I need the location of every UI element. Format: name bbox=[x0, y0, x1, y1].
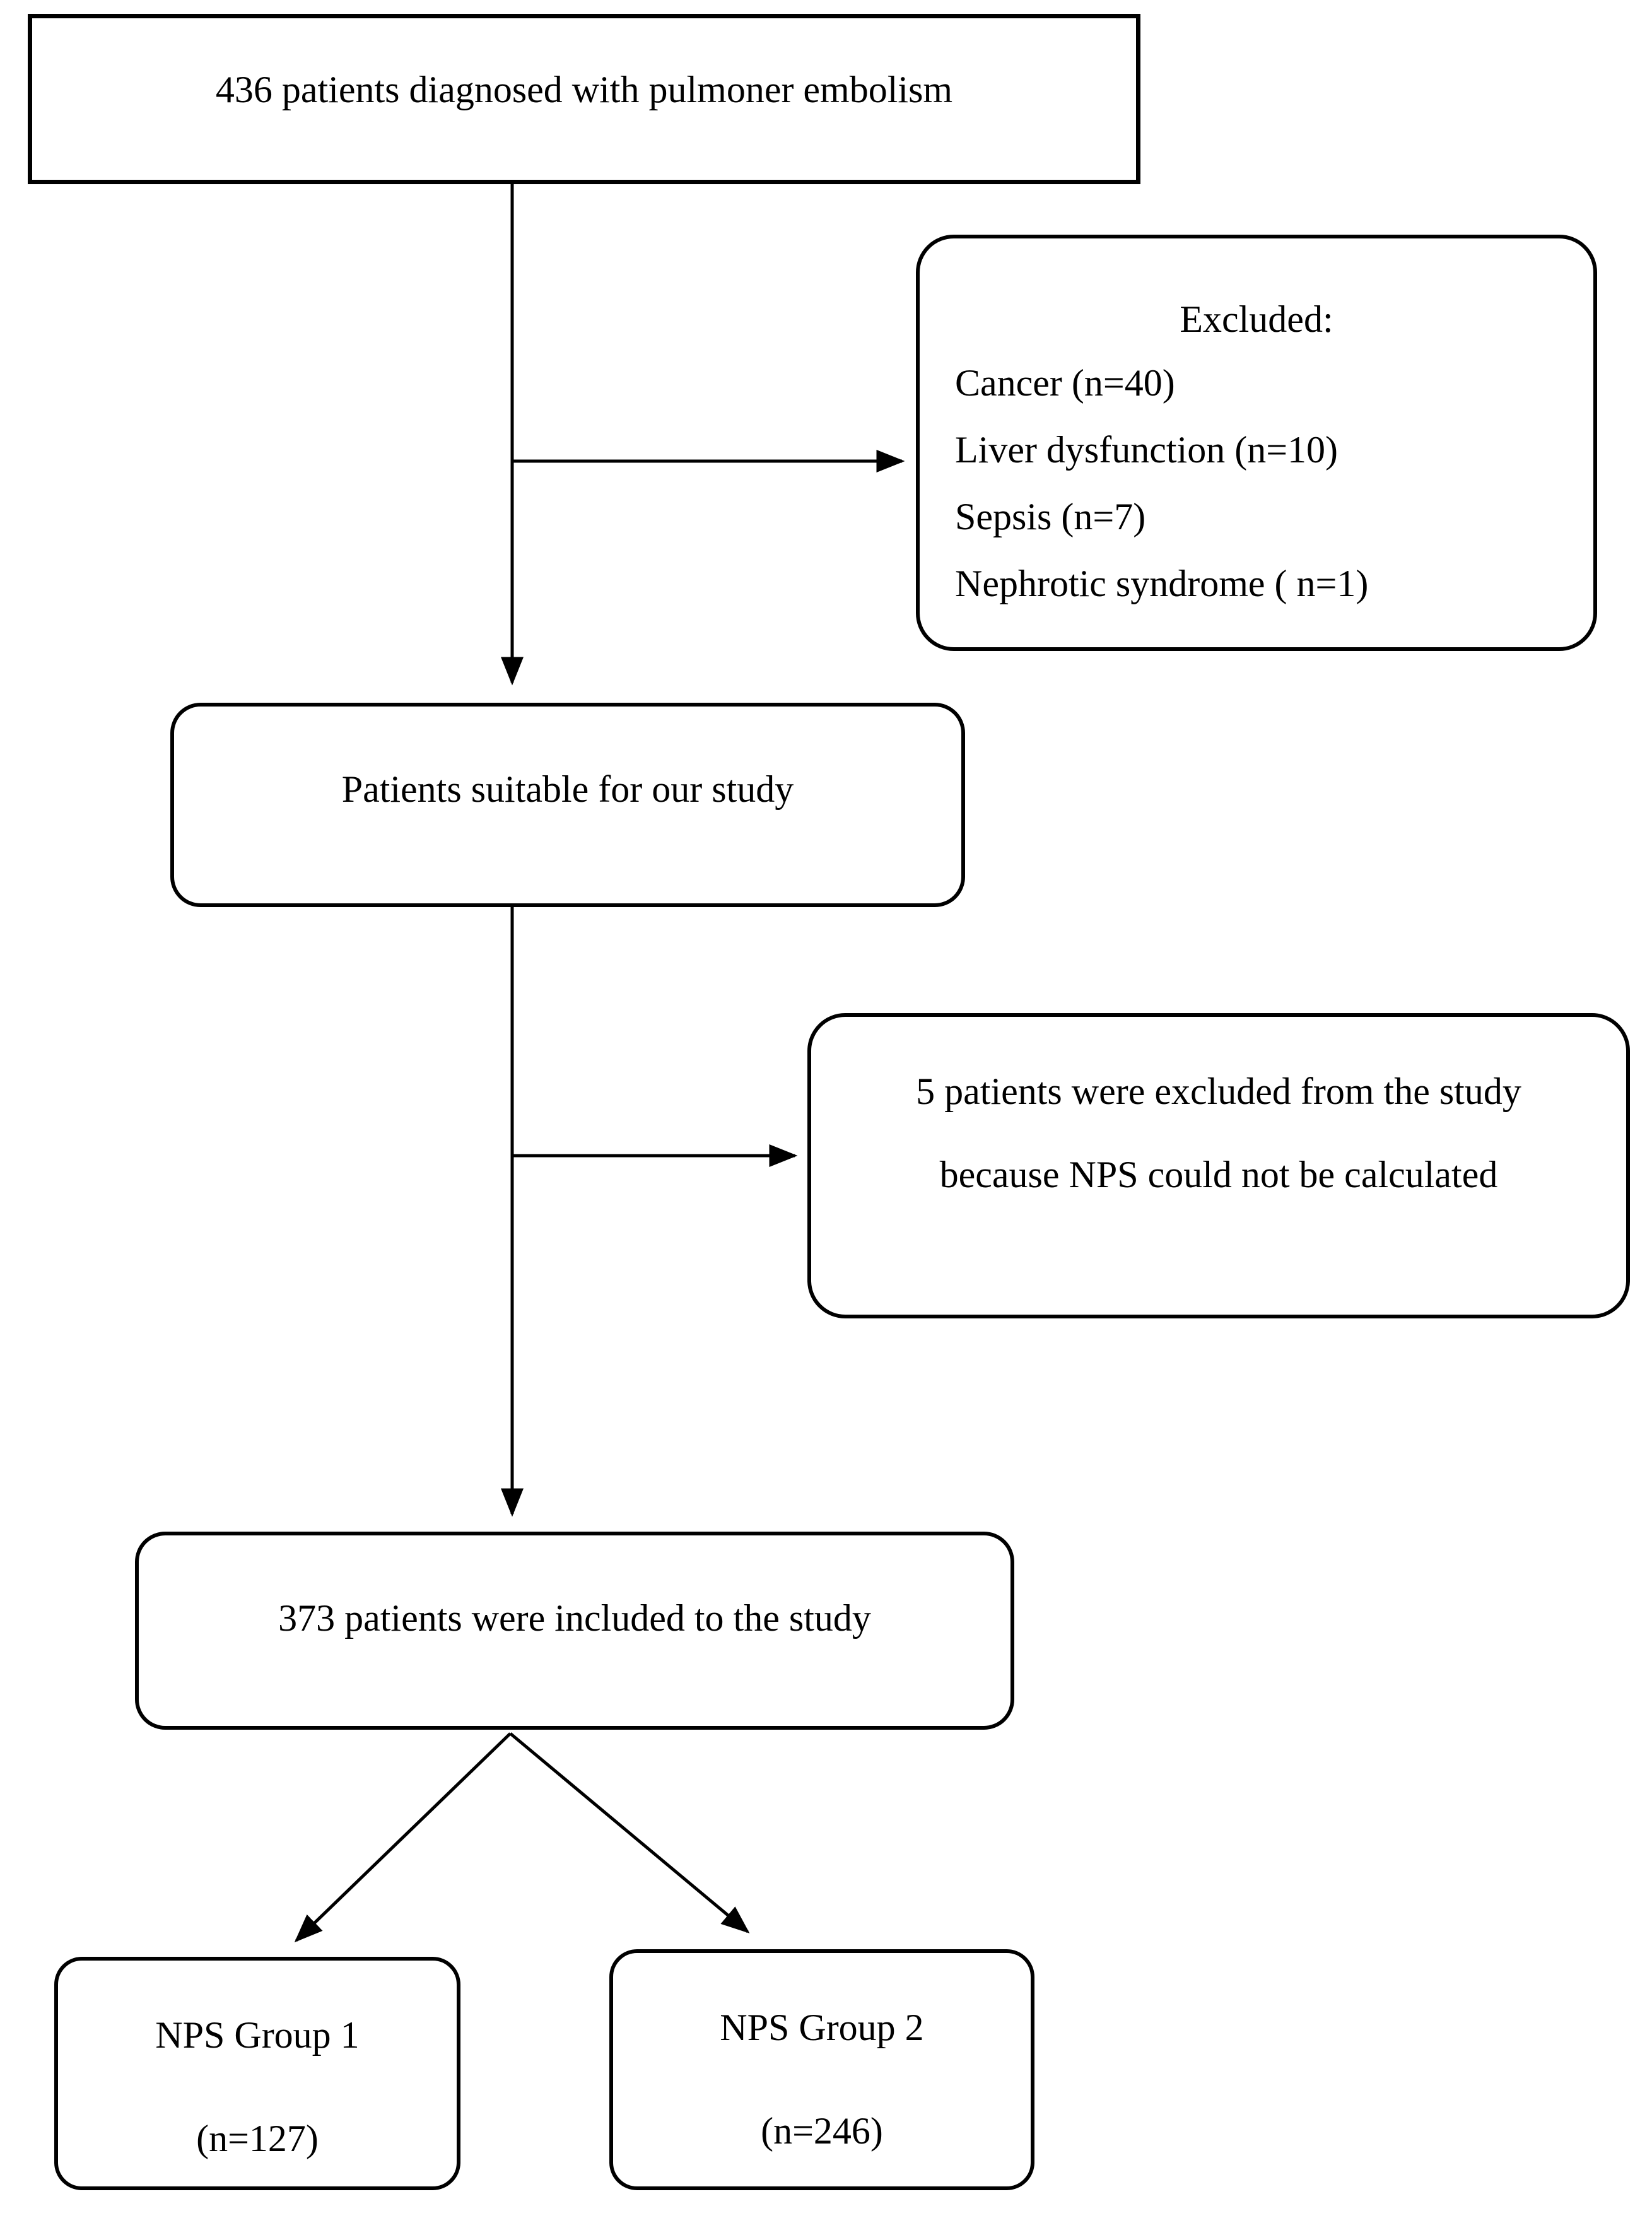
group2-count: (n=246) bbox=[761, 2110, 883, 2152]
node-diagnosed-patients bbox=[28, 14, 1140, 184]
node-diagnosed-text: 436 patients diagnosed with pulmoner embolism bbox=[215, 69, 953, 110]
excluded-item-sepsis: Sepsis (n=7) bbox=[955, 496, 1146, 537]
excluded-item-cancer: Cancer (n=40) bbox=[955, 362, 1175, 404]
node-suitable-text: Patients suitable for our study bbox=[341, 768, 794, 810]
nps-excluded-line2: because NPS could not be calculated bbox=[939, 1154, 1498, 1195]
nps-excluded-line1: 5 patients were excluded from the study bbox=[916, 1070, 1521, 1112]
excluded-item-nephrotic: Nephrotic syndrome ( n=1) bbox=[955, 563, 1369, 604]
excluded-title: Excluded: bbox=[1180, 298, 1333, 340]
arrow-included-to-group2 bbox=[510, 1733, 747, 1932]
group1-title: NPS Group 1 bbox=[155, 2014, 360, 2056]
node-nps-excluded bbox=[807, 1013, 1630, 1318]
arrow-included-to-group1 bbox=[296, 1733, 510, 1940]
node-suitable-patients bbox=[170, 703, 965, 907]
node-excluded-reasons bbox=[916, 235, 1597, 651]
excluded-item-liver: Liver dysfunction (n=10) bbox=[955, 429, 1339, 471]
node-nps-group2 bbox=[609, 1949, 1034, 2190]
node-included-patients bbox=[135, 1532, 1014, 1730]
group1-count: (n=127) bbox=[196, 2118, 319, 2159]
excluded-list bbox=[920, 349, 1593, 617]
node-included-text: 373 patients were included to the study bbox=[278, 1597, 871, 1639]
node-nps-group1 bbox=[54, 1957, 460, 2190]
group2-title: NPS Group 2 bbox=[720, 2007, 924, 2048]
